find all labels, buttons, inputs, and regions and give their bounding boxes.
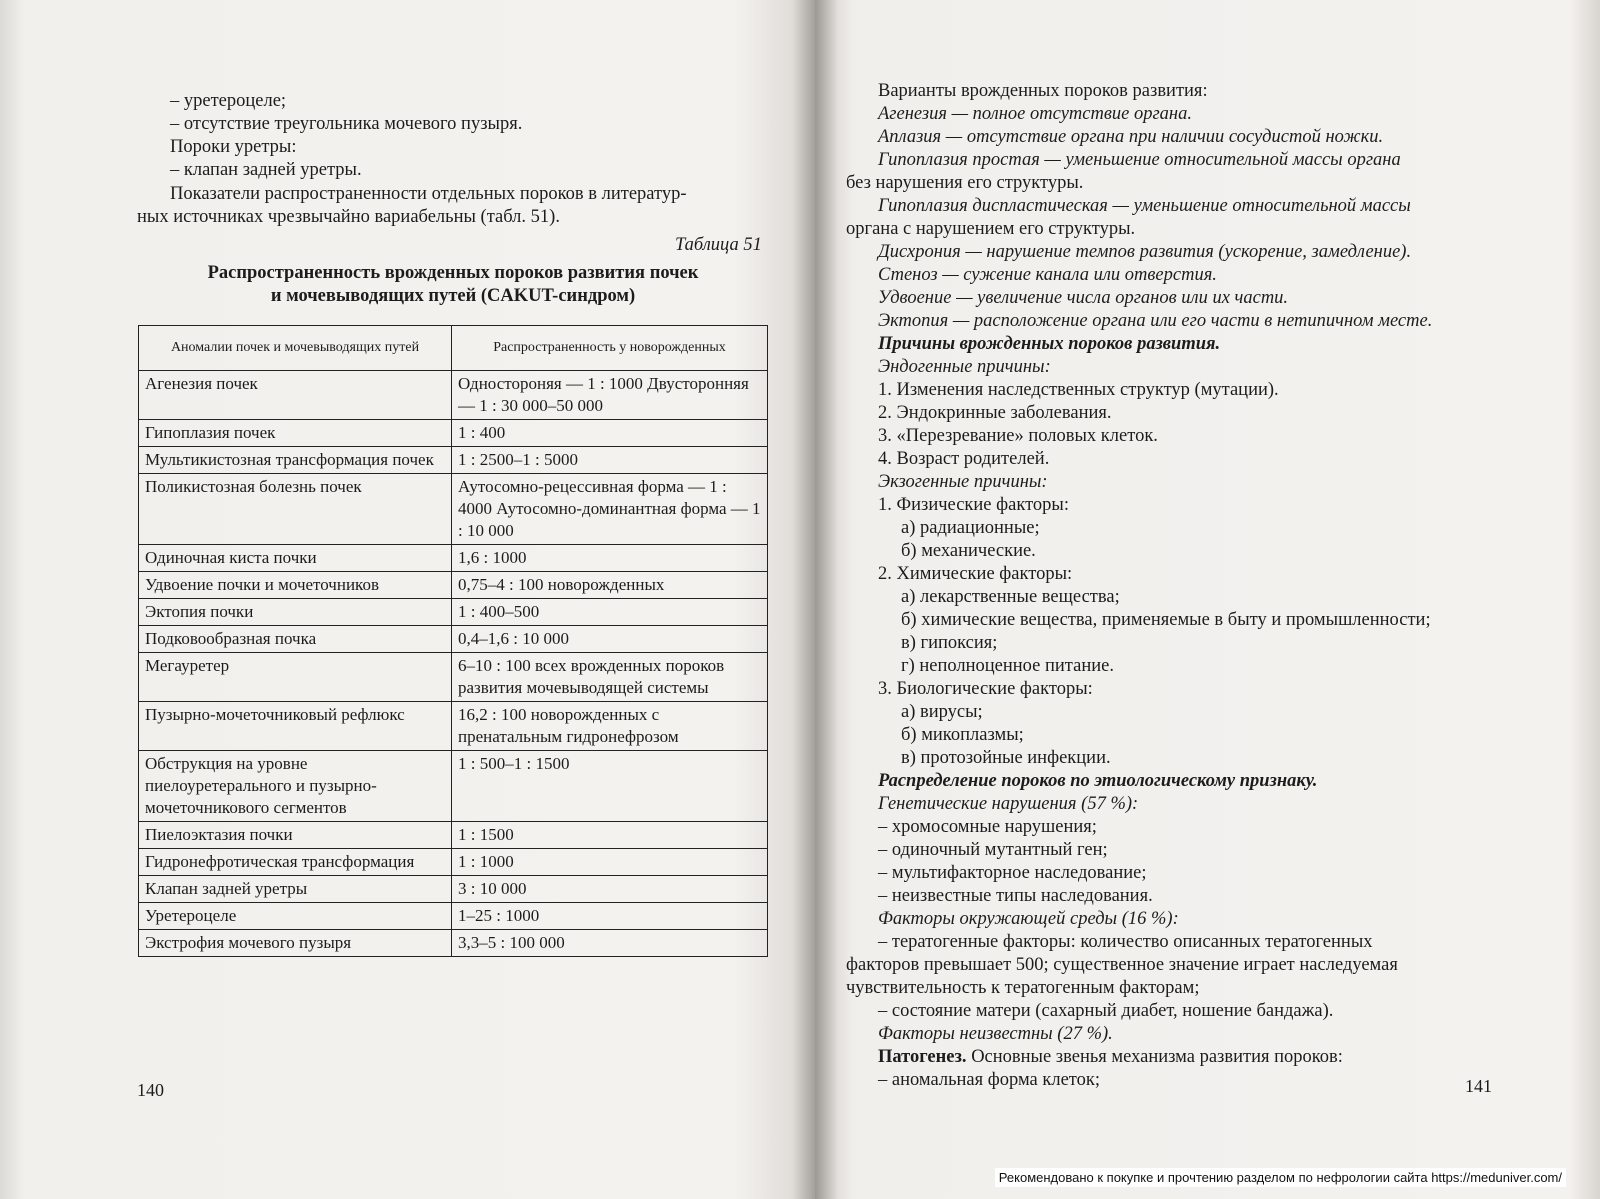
text-line: без нарушения его структуры.	[846, 173, 1084, 193]
anomaly-cell: Гидронефротическая трансформация	[139, 849, 452, 876]
anomaly-cell: Пузырно-мочеточниковый рефлюкс	[139, 702, 452, 751]
prevalence-cell: 1,6 : 1000	[452, 545, 768, 572]
anomaly-cell: Пиелоэктазия почки	[139, 822, 452, 849]
anomaly-cell: Мегауретер	[139, 653, 452, 702]
list-item: – одиночный мутантный ген;	[878, 840, 1108, 860]
list-item: б) микоплазмы;	[901, 725, 1024, 745]
anomaly-cell: Эктопия почки	[139, 599, 452, 626]
list-item: – состояние матери (сахарный диабет, ношение бандажа).	[878, 1001, 1334, 1021]
anomaly-cell: Экстрофия мочевого пузыря	[139, 930, 452, 957]
prevalence-cell: 1 : 1000	[452, 849, 768, 876]
prevalence-cell: 1 : 1500	[452, 822, 768, 849]
table-row	[139, 420, 768, 447]
table-header-cell: Аномалии почек и мочевыводящих путей	[139, 326, 452, 371]
list-item: б) механические.	[901, 541, 1036, 561]
list-item: 1. Изменения наследственных структур (мутации).	[878, 380, 1279, 400]
text-line	[878, 1046, 1343, 1068]
list-item: а) лекарственные вещества;	[901, 587, 1120, 607]
table-row	[139, 653, 768, 702]
subheading: Экзогенные причины:	[878, 472, 1048, 492]
table-row	[139, 876, 768, 903]
subheading: Факторы неизвестны (27 %).	[878, 1024, 1113, 1044]
list-item: в) протозойные инфекции.	[901, 748, 1111, 768]
list-item: – неизвестные типы наследования.	[878, 886, 1153, 906]
table-row	[139, 599, 768, 626]
table-header-cell: Распространенность у новорожденных	[452, 326, 768, 371]
anomaly-cell: Клапан задней уретры	[139, 876, 452, 903]
anomaly-cell: Агенезия почек	[139, 371, 452, 420]
table-title: Распространенность врожденных пороков развития почек	[207, 263, 699, 283]
anomaly-cell: Мультикистозная трансформация почек	[139, 447, 452, 474]
table-row	[139, 371, 768, 420]
text-line: – отсутствие треугольника мочевого пузыря.	[170, 114, 523, 134]
list-item: – хромосомные нарушения;	[878, 817, 1097, 837]
table-row	[139, 822, 768, 849]
text-line: Гипоплазия диспластическая — уменьшение относительной массы	[878, 196, 1411, 216]
text-line: факторов превышает 500; существенное значение играет наследуемая	[846, 955, 1398, 975]
table-row	[139, 751, 768, 822]
table-row	[139, 572, 768, 599]
list-item: 3. Биологические факторы:	[878, 679, 1093, 699]
list-item: 1. Физические факторы:	[878, 495, 1069, 515]
text-line: Агенезия — полное отсутствие органа.	[878, 104, 1192, 124]
subheading: Генетические нарушения (57 %):	[878, 794, 1139, 814]
table-title: и мочевыводящих путей (CAKUT-синдром)	[270, 286, 636, 306]
list-item: – мультифакторное наследование;	[878, 863, 1147, 883]
page-number: 141	[1465, 1076, 1492, 1096]
prevalence-cell: 3 : 10 000	[452, 876, 768, 903]
table-header-row	[139, 326, 768, 371]
prevalence-cell: 1 : 400	[452, 420, 768, 447]
section-heading: Причины врожденных пороков развития.	[878, 334, 1221, 354]
subheading: Эндогенные причины:	[878, 357, 1051, 377]
table-row	[139, 930, 768, 957]
list-item: 3. «Перезревание» половых клеток.	[878, 426, 1158, 446]
text-line: органа с нарушением его структуры.	[846, 219, 1136, 239]
table-row	[139, 903, 768, 930]
anomaly-cell: Гипоплазия почек	[139, 420, 452, 447]
list-item: б) химические вещества, применяемые в быту и промышленности;	[901, 610, 1431, 630]
prevalence-cell: 1–25 : 1000	[452, 903, 768, 930]
list-item: г) неполноценное питание.	[901, 656, 1114, 676]
footer-note: Рекомендовано к покупке и прочтению разделом по нефрологии сайта https://meduniver.com/	[995, 1168, 1566, 1187]
prevalence-cell: 16,2 : 100 новорожденных с пренатальным гидронефрозом	[452, 702, 768, 751]
table-row	[139, 447, 768, 474]
table-row	[139, 849, 768, 876]
list-item: 2. Эндокринные заболевания.	[878, 403, 1112, 423]
text-line: чувствительность к тератогенным факторам;	[846, 978, 1200, 998]
text-line: ных источниках чрезвычайно вариабельны (табл. 51).	[137, 207, 560, 227]
anomaly-cell: Обструкция на уровне пиелоуретерального и пузырно-мочеточникового сегментов	[139, 751, 452, 822]
pathogenesis-text: Основные звенья механизма развития пороков:	[971, 1047, 1343, 1067]
text-line: Пороки уретры:	[170, 137, 297, 157]
text-line: – клапан задней уретры.	[170, 160, 362, 180]
text-line: Стеноз — сужение канала или отверстия.	[878, 265, 1217, 285]
prevalence-cell: 1 : 2500–1 : 5000	[452, 447, 768, 474]
prevalence-cell: 0,75–4 : 100 новорожденных	[452, 572, 768, 599]
list-item: в) гипоксия;	[901, 633, 998, 653]
list-item: 4. Возраст родителей.	[878, 449, 1050, 469]
right-page	[815, 0, 1600, 1199]
text-line: Варианты врожденных пороков развития:	[878, 81, 1208, 101]
table-row	[139, 474, 768, 545]
prevalence-cell: Аутосомно-рецессивная форма — 1 : 4000 Аутосомно-доминантная форма — 1 : 10 000	[452, 474, 768, 545]
text-line: Эктопия — расположение органа или его части в нетипичном месте.	[878, 311, 1433, 331]
text-line: Дисхрония — нарушение темпов развития (ускорение, замедление).	[878, 242, 1412, 262]
anomaly-cell: Подковообразная почка	[139, 626, 452, 653]
anomaly-cell: Поликистозная болезнь почек	[139, 474, 452, 545]
text-line: Гипоплазия простая — уменьшение относительной массы органа	[878, 150, 1401, 170]
prevalence-cell: 6–10 : 100 всех врожденных пороков развития мочевыводящей системы	[452, 653, 768, 702]
anomaly-cell: Удвоение почки и мочеточников	[139, 572, 452, 599]
table-row	[139, 702, 768, 751]
subheading: Факторы окружающей среды (16 %):	[878, 909, 1179, 929]
anomaly-cell: Одиночная киста почки	[139, 545, 452, 572]
table-row	[139, 545, 768, 572]
prevalence-cell: 1 : 500–1 : 1500	[452, 751, 768, 822]
table-label: Таблица 51	[675, 235, 762, 255]
section-heading: Распределение пороков по этиологическому признаку.	[878, 771, 1318, 791]
prevalence-cell: 0,4–1,6 : 10 000	[452, 626, 768, 653]
anomaly-cell: Уретероцеле	[139, 903, 452, 930]
list-item: – тератогенные факторы: количество описанных тератогенных	[878, 932, 1373, 952]
text-line: – уретероцеле;	[170, 91, 287, 111]
list-item: а) вирусы;	[901, 702, 983, 722]
page-number: 140	[137, 1080, 164, 1100]
pathogenesis-heading: Патогенез.	[878, 1047, 967, 1067]
prevalence-cell: 3,3–5 : 100 000	[452, 930, 768, 957]
table-body	[139, 371, 768, 957]
list-item: а) радиационные;	[901, 518, 1040, 538]
text-line: Показатели распространенности отдельных пороков в литератур-	[170, 184, 687, 204]
table-row	[139, 626, 768, 653]
prevalence-cell: Одностороняя — 1 : 1000 Двусторонняя — 1 : 30 000–50 000	[452, 371, 768, 420]
text-line: Аплазия — отсутствие органа при наличии сосудистой ножки.	[878, 127, 1384, 147]
book-gutter	[792, 0, 838, 1199]
anomaly-prevalence-table	[138, 325, 768, 957]
list-item: – аномальная форма клеток;	[878, 1070, 1101, 1090]
text-line: Удвоение — увеличение числа органов или их части.	[878, 288, 1289, 308]
list-item: 2. Химические факторы:	[878, 564, 1073, 584]
prevalence-cell: 1 : 400–500	[452, 599, 768, 626]
